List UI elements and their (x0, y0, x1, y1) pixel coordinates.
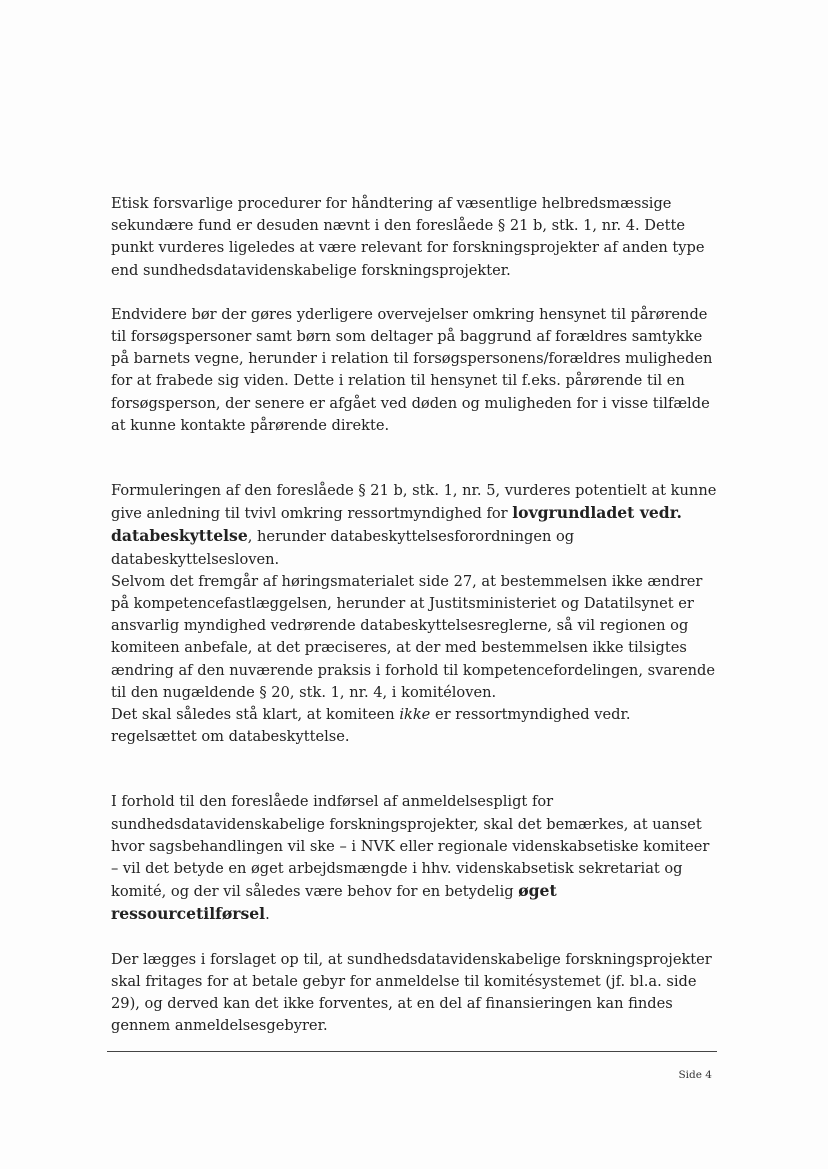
paragraph-relatives: Endvidere bør der gøres yderligere overvejelser omkring hensynet til pårørende til forsøgspersoner samt børn som deltager på baggrund af forældres samtykke på barnets vegne, herunder i relation til forsøgspersonens/forældres muligheden for at frabede sig viden. Dette i relation til hensynet til f.eks. pårørende til en forsøgsperson, der senere er afgået ved døden og muligheden for i visse tilfælde at kunne kontakte pårørende direkte. (111, 305, 713, 434)
data-protection-conclusion-end: er ressortmyndighed vedr. regelsættet om databeskyttelse. (111, 706, 631, 746)
data-protection-text-end: , herunder databeskyttelsesforordningen og databeskyttelsesloven. (111, 528, 575, 568)
page-number: Side 4 (678, 1069, 712, 1081)
data-protection-competence-text: Selvom det fremgår af høringsmaterialet side 27, at bestemmelsen ikke ændrer på kompetencefastlæggelsen, herunder at Justitsministeriet og Datatilsynet er ansvarlig myndighed vedrørende databeskyttelsesreglerne, så vil regionen og komiteen anbefale, at det præciseres, at der med bestemmelsen ikke tilsigtes ændring af den nuværende praksis i forhold til kompetencefordelingen, svarende til den nugældende § 20, stk. 1, nr. 4, i komitéloven. (111, 572, 716, 701)
paragraph-resources (111, 791, 717, 926)
section-spacer (111, 437, 717, 480)
resources-text-end: . (265, 906, 270, 924)
paragraph-spacer (111, 282, 717, 304)
data-protection-conclusion-start: Det skal således stå klart, at komiteen (111, 706, 400, 724)
resources-text-start: I forhold til den foreslåede indførsel af anmeldelsespligt for sundhedsdatavidenskabelige forskningsprojekter, skal det bemærkes, at uanset hvor sagsbehandlingen vil ske – i NVK eller regionale videnskabsetiske komiteer – vil det betyde en øget arbejdsmængde i hhv. videnskabsetisk sekretariat og komité, og der vil således være behov for en betydelig (111, 793, 710, 901)
resources-emphasis: øget ressourcetilførsel (111, 881, 557, 924)
footer-rule (107, 1051, 717, 1052)
paragraph-data-protection (111, 480, 717, 748)
paragraph-secondary-findings: Etisk forsvarlige procedurer for håndtering af væsentlige helbredsmæssige sekundære fund er desuden nævnt i den foreslåede § 21 b, stk. 1, nr. 4. Dette punkt vurderes ligeledes at være relevant for forskningsprojekter af anden type end sundhedsdatavidenskabelige forskningsprojekter. (111, 195, 705, 279)
data-protection-conclusion-italic: ikke (399, 706, 431, 724)
data-protection-text-start: Formuleringen af den foreslåede § 21 b, stk. 1, nr. 5, vurderes potentielt at kunne give anledning til tvivl omkring ressortmyndighed for (111, 482, 717, 523)
paragraph-spacer (111, 927, 717, 949)
paragraph-fees: Der lægges i forslaget op til, at sundhedsdatavidenskabelige forskningsprojekter skal fritages for at betale gebyr for anmeldelse til komitésystemet (jf. bl.a. side 29), og derved kan det ikke forventes, at en del af finansieringen kan findes gennem anmeldelsesgebyrer. (111, 950, 712, 1035)
section-spacer (111, 748, 717, 791)
data-protection-emphasis: lovgrundladet vedr. databeskyttelse (111, 503, 682, 546)
document-body (111, 193, 717, 1038)
